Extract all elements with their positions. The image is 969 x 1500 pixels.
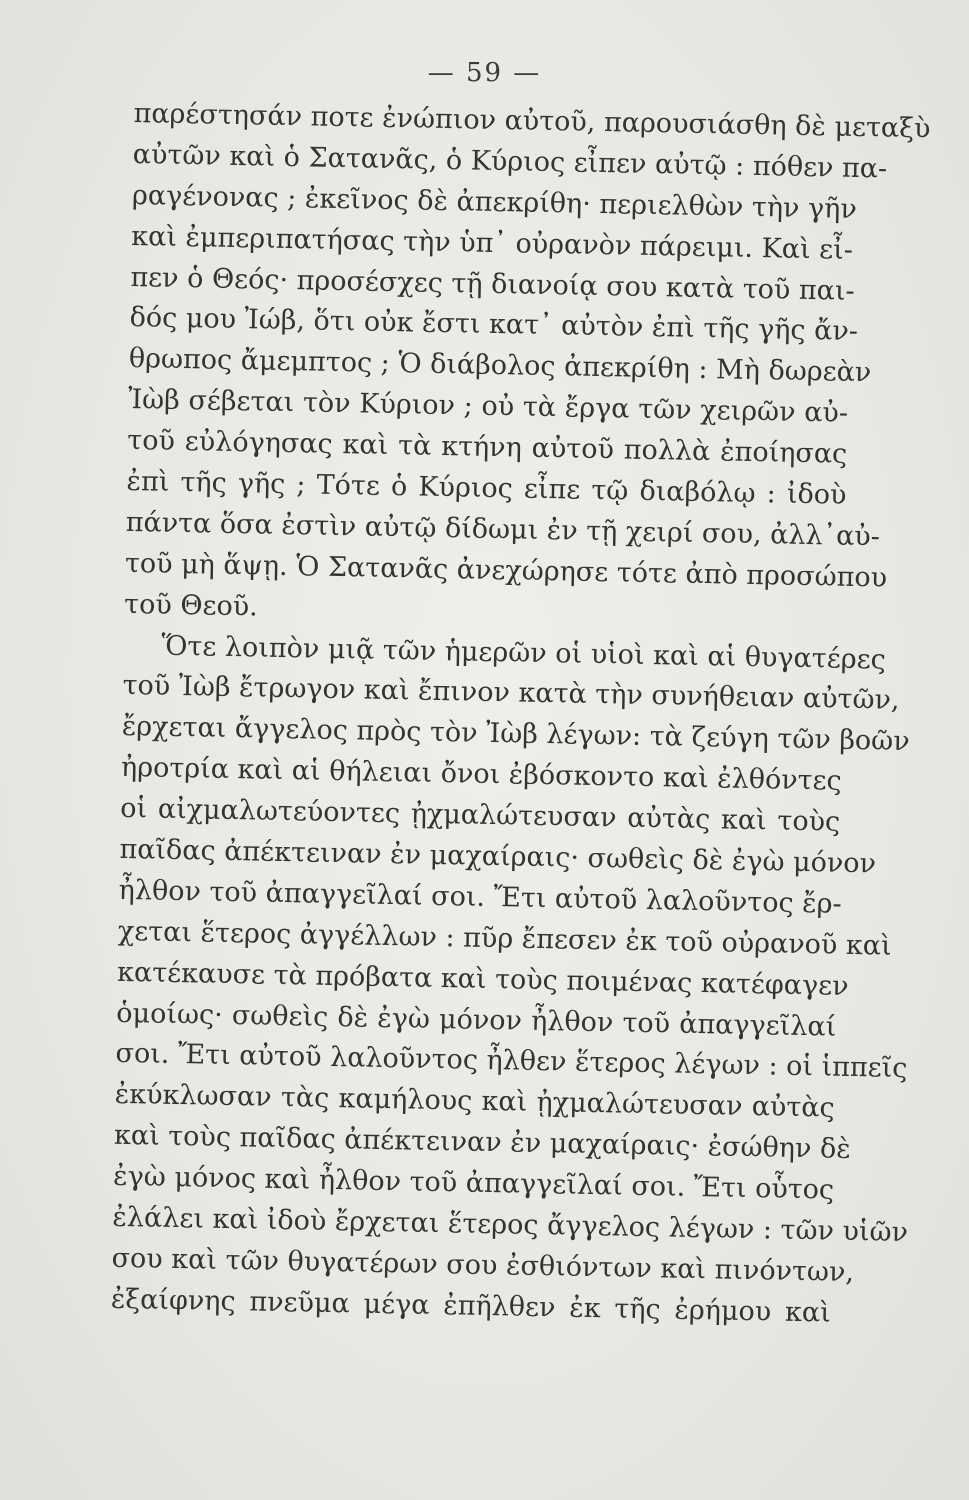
- text-line: κατέκαυσε τὰ πρόβατα καὶ τοὺς ποιμένας κατέφαγεν: [116, 956, 849, 1002]
- text-line: ἐλάλει καὶ ἰδοὺ ἔρχεται ἕτερος ἄγγελος λέγων : τῶν υἱῶν: [112, 1201, 909, 1249]
- text-line: ἐγὼ μόνος καὶ ἦλθον τοῦ ἀπαγγεῖλαί σοι. Ἔτι οὗτος: [112, 1160, 835, 1206]
- text-line: καὶ ἐμπεριπατήσας τὴν ὑπ᾽ οὐρανὸν πάρειμι. Καὶ εἶ-: [130, 220, 854, 266]
- text-line: τοῦ μὴ ἅψῃ. Ὁ Σατανᾶς ἀνεχώρησε τότε ἀπὸ προσώπου: [124, 547, 888, 594]
- text-line: σου καὶ τῶν θυγατέρων σου ἐσθιόντων καὶ πινόντων,: [111, 1242, 855, 1288]
- text-line: παῖδας ἀπέκτειναν ἐν μαχαίραις· σωθεὶς δὲ ἐγὼ μόνον: [119, 833, 877, 880]
- text-line: Ἰὼβ σέβεται τὸν Κύριον ; οὐ τὰ ἔργα τῶν χειρῶν αὐ-: [127, 384, 849, 429]
- text-line: ἐπὶ τῆς γῆς ; Τότε ὁ Κύριος εἶπε τῷ διαβόλῳ : ἰδοὺ: [126, 465, 847, 511]
- text-line: χεται ἕτερος ἀγγέλλων : πῦρ ἔπεσεν ἐκ τοῦ οὐρανοῦ καὶ: [117, 915, 892, 962]
- text-line: ἐκύκλωσαν τὰς καμήλους καὶ ᾐχμαλώτευσαν αὐτὰς: [114, 1079, 835, 1125]
- text-line: σοι. Ἔτι αὐτοῦ λαλοῦντος ἦλθεν ἕτερος λέγων : οἱ ἱππεῖς: [115, 1038, 908, 1085]
- text-line: ἠροτρία καὶ αἱ θήλειαι ὄνοι ἐβόσκοντο καὶ ἐλθόντες: [120, 752, 842, 797]
- text-line: πάντα ὅσα ἐστὶν αὐτῷ δίδωμι ἐν τῇ χειρί σου, ἀλλ᾽αὐ-: [125, 506, 881, 553]
- text-line: τοῦ εὐλόγησας καὶ τὰ κτήνη αὐτοῦ πολλὰ ἐποίησας: [127, 425, 848, 470]
- text-line: δός μου Ἰώβ, ὅτι οὐκ ἔστι κατ᾽ αὐτὸν ἐπὶ τῆς γῆς ἄν-: [129, 302, 859, 348]
- text-line: πεν ὁ Θεός· προσέσχες τῇ διανοίᾳ σου κατὰ τοῦ παι-: [130, 261, 855, 307]
- text-line: τοῦ Θεοῦ.: [123, 588, 259, 623]
- text-line: οἱ αἰχμαλωτεύοντες ᾐχμαλώτευσαν αὐτὰς καὶ τοὺς: [119, 793, 841, 838]
- text-line: θρωπος ἄμεμπτος ; Ὁ διάβολος ἀπεκρίθη : Μὴ δωρεὰν: [128, 343, 872, 389]
- text-line: ραγένονας ; ἐκεῖνος δὲ ἀπεκρίθη· περιελθὼν τὴν γῆν: [131, 179, 858, 225]
- text-line: τοῦ Ἰὼβ ἔτρωγον καὶ ἔπινον κατὰ τὴν συνήθειαν αὐτῶν,: [122, 670, 900, 717]
- text-line: ὁμοίως· σωθεὶς δὲ ἐγὼ μόνον ἦλθον τοῦ ἀπαγγεῖλαί: [116, 997, 837, 1043]
- text-line: παρέστησάν ποτε ἐνώπιον αὐτοῦ, παρουσιάσθη δὲ μεταξὺ: [133, 97, 931, 145]
- body-text: [110, 94, 931, 1334]
- text-line: ἔρχεται ἄγγελος πρὸς τὸν Ἰὼβ λέγων: τὰ ζεύγη τῶν βοῶν: [121, 711, 910, 758]
- text-line: καὶ τοὺς παῖδας ἀπέκτειναν ἐν μαχαίραις· ἐσώθην δὲ: [113, 1120, 852, 1166]
- text-line: ἦλθον τοῦ ἀπαγγεῖλαί σοι. Ἔτι αὐτοῦ λαλοῦντος ἔρ-: [118, 874, 842, 920]
- text-line: αὐτῶν καὶ ὁ Σατανᾶς, ὁ Κύριος εἶπεν αὐτῷ : πόθεν πα-: [132, 138, 888, 185]
- page-number: — 59 —: [427, 58, 542, 88]
- text-line: ἐξαίφνης πνεῦμα μέγα ἐπῆλθεν ἐκ τῆς ἐρήμου καὶ: [110, 1283, 832, 1329]
- paragraph-start-line: Ὅτε λοιπὸν μιᾷ τῶν ἡμερῶν οἱ υἱοὶ καὶ αἱ θυγατέρες: [161, 630, 887, 676]
